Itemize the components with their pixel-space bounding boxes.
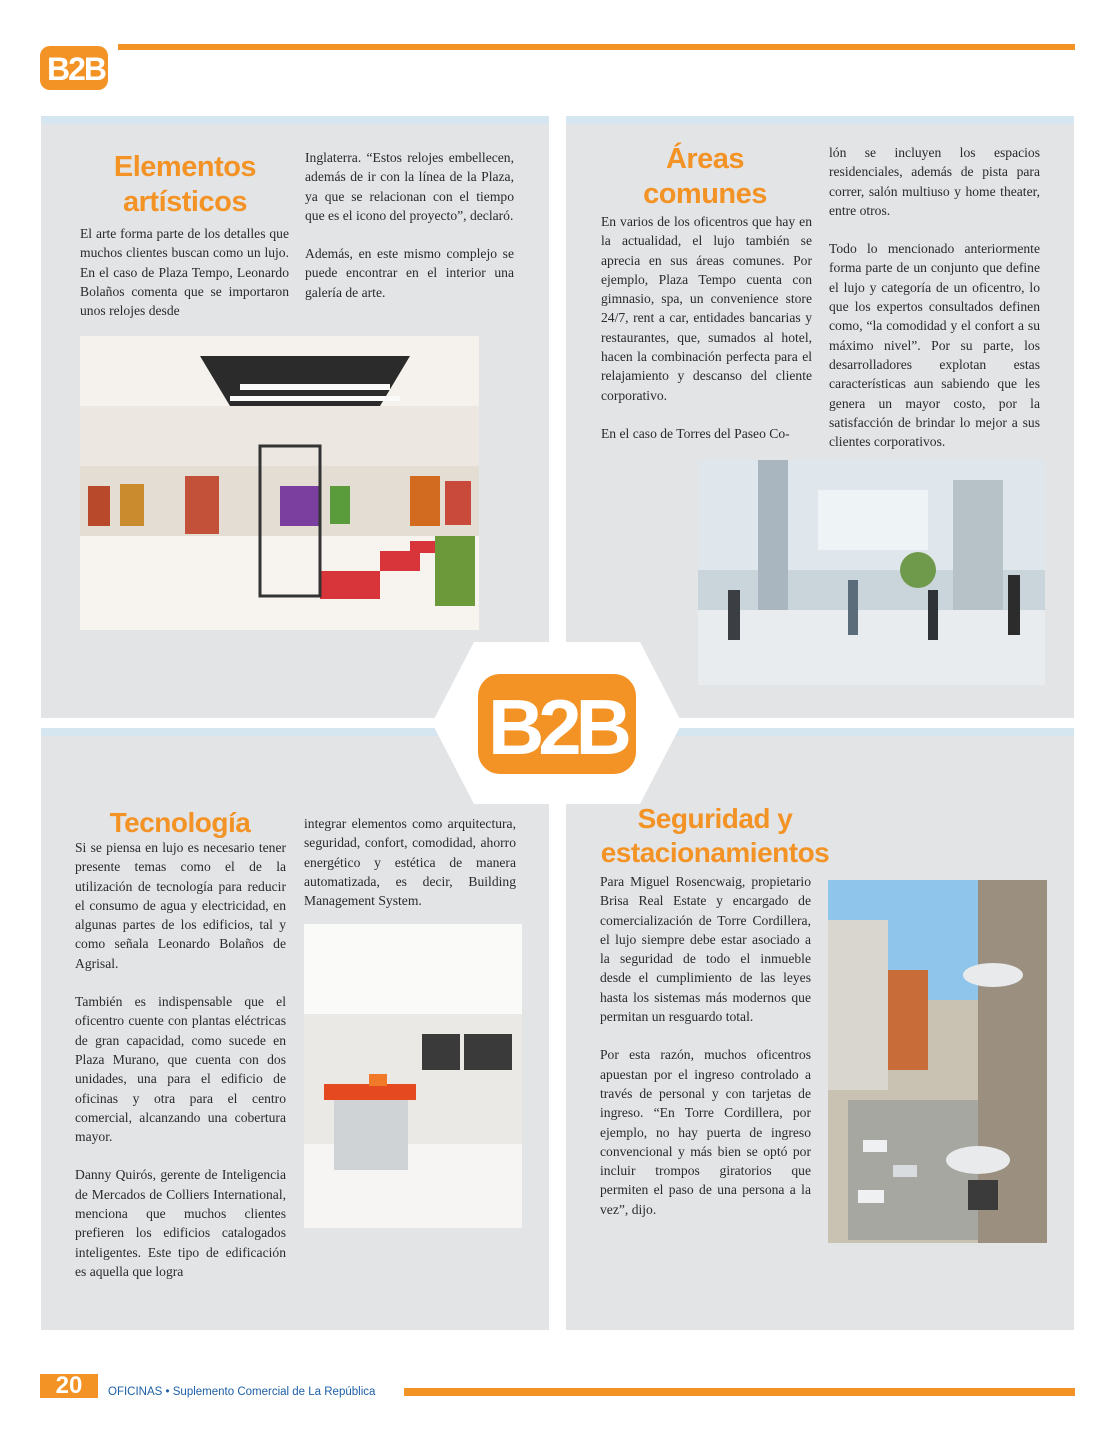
paragraph: El arte forma parte de los detalles que muchos clientes buscan como un lujo. En el caso de Plaza Tempo, Leonardo Bolaños comenta que se importaron unos relojes desde [80,226,289,319]
paragraph: En varios de los oficentros que hay en la actualidad, el lujo también se aprecia en sus áreas comunes. Por ejemplo, Plaza Tempo cuenta con gimnasio, spa, un convenience store 24/7, rent a car, entidades bancarias y restaurantes, que, sumados al hotel, hacen la combinación perfecta para el relajamiento y descanso del cliente corporativo. [601,214,812,403]
title-line: Tecnología [109,807,251,838]
svg-text:B2B: B2B [46,51,106,87]
paragraph: Por esta razón, muchos oficentros apuestan por el ingreso controlado a través de personal y con tarjetas de ingreso. “En Torre Cordillera, por ejemplo, no hay puerta de ingreso convencional y más bien se optó por incluir trompos giratorios que permiten el paso de una persona a la vez”, dijo. [600,1047,811,1217]
paragraph: integrar elementos como arquitectura, seguridad, confort, comodidad, ahorro energético y estética de manera automatizada, es decir, Building Management System. [304,816,516,909]
paragraph: También es indispensable que el oficentro cuente con plantas eléctricas de gran capacidad, como sucede en Plaza Murano, que cuenta con dos unidades, una para el edificio de oficinas y otra para el centro comercial, alcanzando una cobertura mayor. [75,994,286,1145]
paragraph: Además, en este mismo complejo se puede encontrar en el interior una galería de arte. [305,246,514,300]
b2b-logo [40,42,112,92]
paragraph: lón se incluyen los espacios residenciales, además de pista para correr, salón multiuso y home theater, entre otros. [829,145,1040,218]
publication-subtitle: Suplemento Comercial de La República [172,1386,376,1398]
paragraph: Si se piensa en lujo es necesario tener presente temas como el de la utilización de tecnología para reducir el consumo de agua y electricidad, en algunas partes de los edificios, tal y como señala Leonardo Bolaños de Agrisal. [75,840,286,971]
areas-col1 [601,212,812,443]
lobby-photo [698,460,1045,685]
footer-publication [108,1386,375,1398]
header-rule [118,44,1075,50]
title-line: Áreas [665,143,745,175]
section-artisticos-title [86,150,284,220]
title-line: Seguridad y [637,803,793,834]
page-number: 20 [40,1374,98,1398]
title-line: Elementos [113,151,257,183]
b2b-center-logo [432,642,682,804]
artisticos-col1 [80,224,289,320]
title-line: comunes [643,177,767,210]
artisticos-col2 [305,148,514,302]
tecnologia-col2 [304,814,516,910]
section-seguridad-title [596,802,834,869]
security-camera-photo [828,880,1047,1243]
title-line: estacionamientos [600,836,830,868]
gallery-photo [80,336,479,630]
paragraph: Todo lo mencionado anteriormente forma parte de un conjunto que define el lujo y categoría de un oficentro, lo que los expertos consultados definen como, “la comodidad y el confort a su máximo nivel”. Por su parte, los desarrolladores explotan estas características aun sabiendo que les genera un mayor costo, por la satisfacción de brindar lo mejor a sus clientes corporativos. [829,241,1040,450]
section-areas-title [610,142,800,212]
footer-rule [404,1388,1075,1396]
publication-name: OFICINAS [108,1386,163,1398]
areas-col2 [829,143,1040,451]
paragraph: En el caso de Torres del Paseo Co- [601,425,790,441]
office-photo [304,924,522,1228]
seguridad-col1 [600,872,811,1219]
paragraph: Danny Quirós, gerente de Inteligencia de Mercados de Colliers International, menciona que muchos clientes prefieren los edificios catalogados inteligentes. Este tipo de edificación es aquella que logra [75,1167,286,1279]
svg-text:B2B: B2B [487,683,627,771]
section-tecnologia-title [86,806,274,840]
title-line: artísticos [123,185,247,218]
footer-separator: • [165,1386,170,1398]
tecnologia-col1 [75,838,286,1281]
paragraph: Inglaterra. “Estos relojes embellecen, además de ir con la línea de la Plaza, ya que se relacionan con el tiempo que es el icono del proyecto”, declaró. [305,150,514,223]
paragraph: Para Miguel Rosencwaig, propietario Brisa Real Estate y encargado de comercialización de Torre Cordillera, el lujo siempre debe estar asociado a la seguridad de todo el inmueble desde el cumplimiento de las leyes hasta los sistemas más modernos que permitan un resguardo total. [600,874,811,1025]
